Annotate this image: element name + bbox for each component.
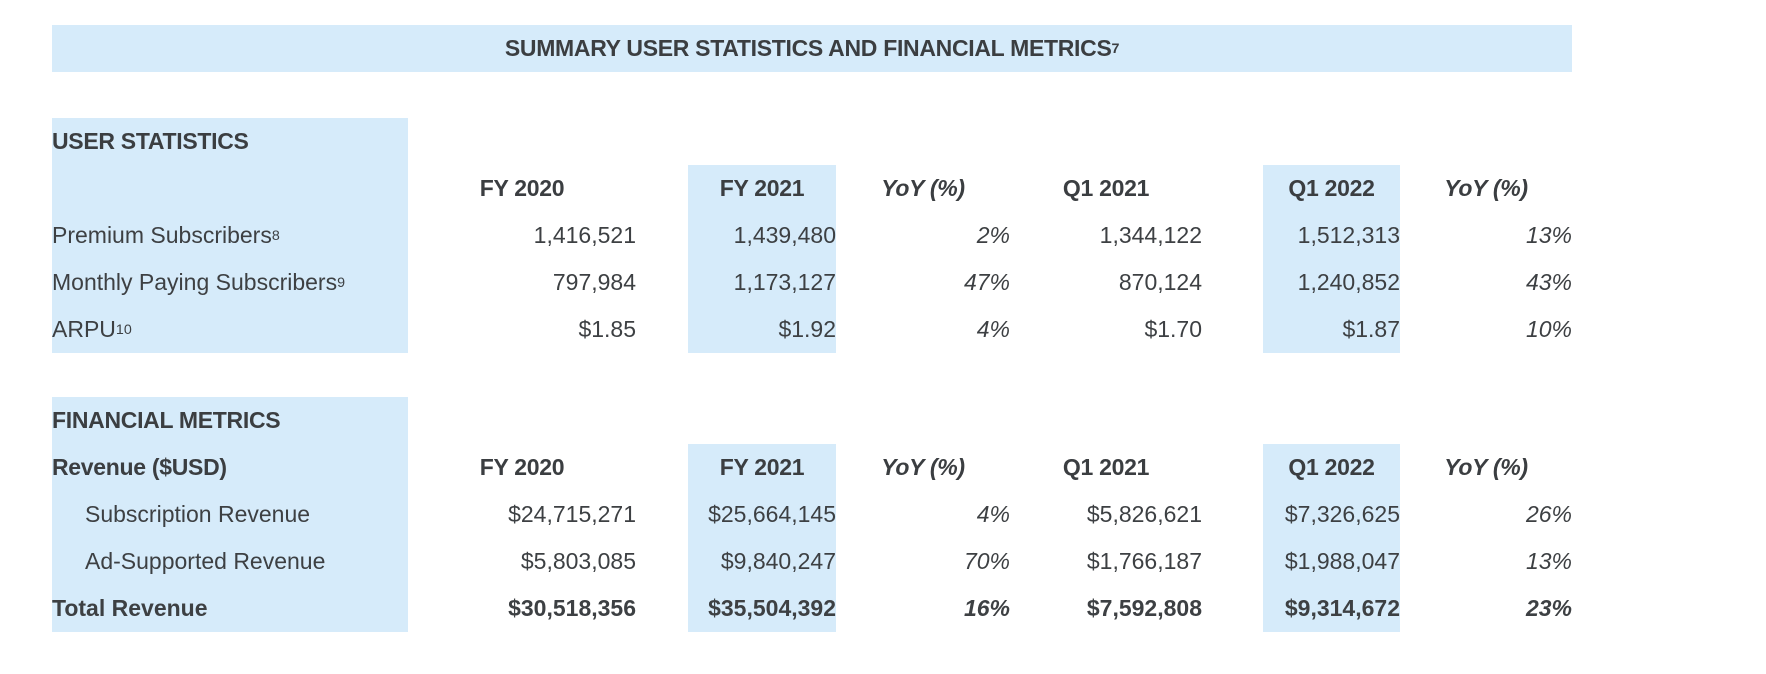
row-label-cell — [52, 538, 408, 585]
row-label-cell — [52, 585, 408, 632]
col-header-q1-2021: Q1 2021 — [1062, 454, 1150, 480]
cell-fy2020: $30,518,356 — [508, 595, 636, 621]
cell-q1-2022: 1,512,313 — [1263, 212, 1400, 259]
table-row-subscription-revenue — [52, 491, 1572, 538]
row-label-cell: Monthly Paying Subscribers 9 — [52, 259, 408, 306]
cell-fy2021: $9,840,247 — [688, 538, 836, 585]
cell-q1-2021: 1,344,122 — [1099, 222, 1202, 248]
row-label: ARPU — [52, 316, 116, 342]
section-title: FINANCIAL METRICS — [52, 407, 281, 433]
user-statistics-section — [52, 118, 1572, 353]
row-label: Ad-Supported Revenue — [85, 548, 326, 574]
section-title: USER STATISTICS — [52, 128, 249, 154]
cell-fy2020: $1.85 — [578, 316, 636, 342]
row-label-cell — [52, 491, 408, 538]
cell-yoy-fy: 4% — [976, 501, 1010, 527]
cell-yoy-q1: 43% — [1525, 269, 1572, 295]
table-row-arpu — [52, 306, 1572, 353]
cell-yoy-q1: 23% — [1525, 595, 1572, 621]
col-header-yoy-fy: YoY (%) — [881, 454, 965, 480]
cell-yoy-q1: 13% — [1525, 548, 1572, 574]
cell-q1-2022: $9,314,672 — [1263, 585, 1400, 632]
col-header-yoy-q1: YoY (%) — [1444, 175, 1528, 201]
table-row-ad-supported-revenue — [52, 538, 1572, 585]
cell-fy2021: $1.92 — [688, 306, 836, 353]
cell-yoy-fy: 16% — [963, 595, 1010, 621]
cell-yoy-q1: 26% — [1525, 501, 1572, 527]
cell-fy2021: $35,504,392 — [688, 585, 836, 632]
financial-metrics-section — [52, 397, 1572, 632]
cell-yoy-fy: 70% — [963, 548, 1010, 574]
cell-fy2021: $25,664,145 — [688, 491, 836, 538]
row-label: Monthly Paying Subscribers — [52, 269, 338, 295]
cell-fy2020: 797,984 — [552, 269, 636, 295]
cell-q1-2021: 870,124 — [1118, 269, 1202, 295]
cell-yoy-q1: 13% — [1525, 222, 1572, 248]
table-title: SUMMARY USER STATISTICS AND FINANCIAL METRICS — [504, 35, 1112, 61]
col-header-q1-2022: Q1 2022 — [1263, 165, 1400, 212]
cell-q1-2021: $1,766,187 — [1086, 548, 1202, 574]
col-header-fy2021: FY 2021 — [688, 444, 836, 491]
table-title-band: SUMMARY USER STATISTICS AND FINANCIAL METRICS 7 — [52, 25, 1572, 72]
col-header-fy2020: FY 2020 — [479, 454, 565, 480]
cell-q1-2021: $7,592,808 — [1086, 595, 1202, 621]
cell-fy2020: $5,803,085 — [520, 548, 636, 574]
col-header-q1-2022: Q1 2022 — [1263, 444, 1400, 491]
section-title-row — [52, 397, 1572, 444]
column-header-row — [52, 165, 1572, 212]
cell-yoy-fy: 2% — [976, 222, 1010, 248]
row-label: Total Revenue — [52, 595, 208, 621]
cell-q1-2021: $1.70 — [1144, 316, 1202, 342]
col-header-yoy-q1: YoY (%) — [1444, 454, 1528, 480]
cell-yoy-fy: 47% — [963, 269, 1010, 295]
cell-yoy-fy: 4% — [976, 316, 1010, 342]
cell-fy2020: 1,416,521 — [533, 222, 636, 248]
cell-q1-2022: $1,988,047 — [1263, 538, 1400, 585]
row-label-cell: ARPU 10 — [52, 306, 408, 353]
table-row-total-revenue — [52, 585, 1572, 632]
cell-yoy-q1: 10% — [1525, 316, 1572, 342]
col-header-fy2021: FY 2021 — [688, 165, 836, 212]
row-label: Subscription Revenue — [85, 501, 311, 527]
row-label-cell: Premium Subscribers 8 — [52, 212, 408, 259]
column-header-row — [52, 444, 1572, 491]
section-title-cell — [52, 397, 408, 444]
cell-fy2021: 1,173,127 — [688, 259, 836, 306]
table-row-monthly-paying-subscribers — [52, 259, 1572, 306]
col-header-fy2020: FY 2020 — [479, 175, 565, 201]
cell-q1-2022: 1,240,852 — [1263, 259, 1400, 306]
section-title-cell — [52, 118, 408, 165]
revenue-header: Revenue ($USD) — [52, 454, 227, 480]
cell-fy2021: 1,439,480 — [688, 212, 836, 259]
col-header-yoy-fy: YoY (%) — [881, 175, 965, 201]
col-header-q1-2021: Q1 2021 — [1062, 175, 1150, 201]
cell-q1-2021: $5,826,621 — [1086, 501, 1202, 527]
cell-q1-2022: $7,326,625 — [1263, 491, 1400, 538]
section-title-row — [52, 118, 1572, 165]
cell-fy2020: $24,715,271 — [508, 501, 636, 527]
table-row-premium-subscribers — [52, 212, 1572, 259]
revenue-header-cell — [52, 444, 408, 491]
cell-q1-2022: $1.87 — [1263, 306, 1400, 353]
row-label: Premium Subscribers — [52, 222, 272, 248]
